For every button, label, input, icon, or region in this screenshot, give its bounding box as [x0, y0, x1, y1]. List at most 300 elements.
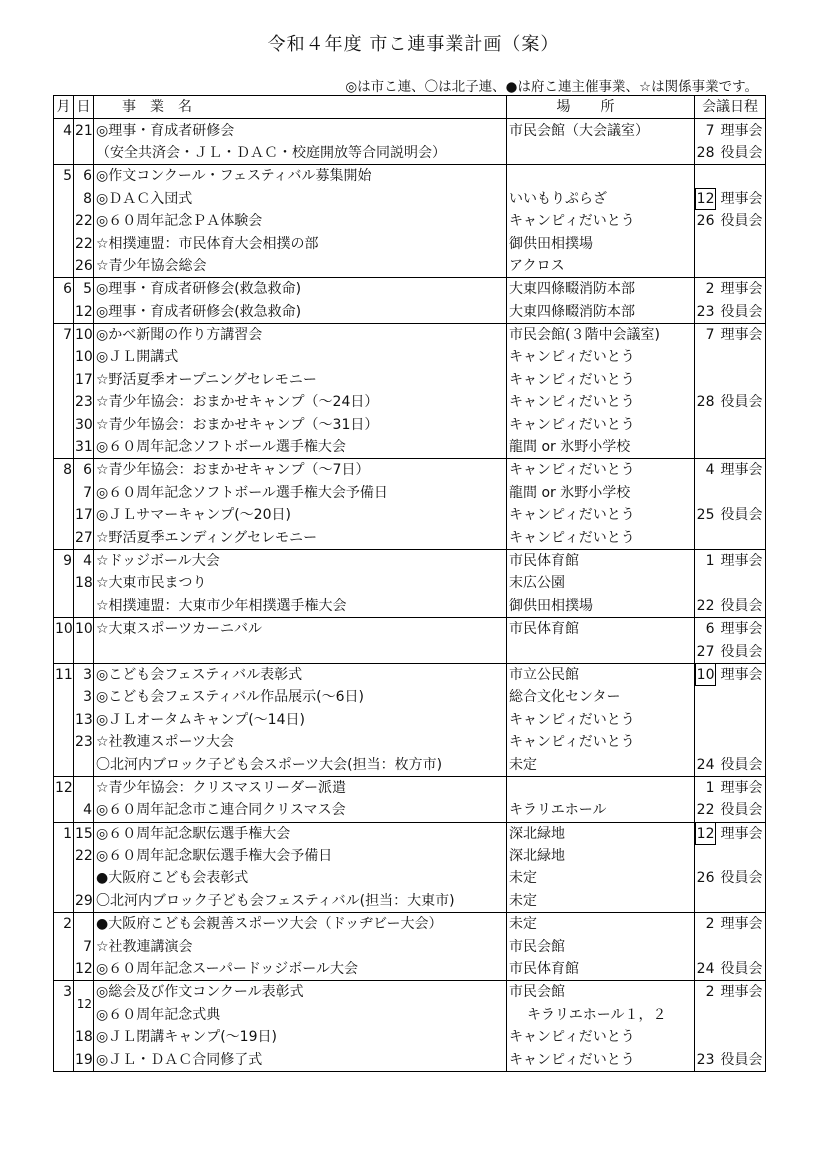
- header-meeting: 会議日程: [695, 96, 766, 119]
- table-row: [54, 369, 766, 391]
- event-cell: ●大阪府こども会表彰式: [94, 867, 507, 889]
- meeting-type-cell: 役員会: [720, 303, 763, 320]
- table-row: [54, 867, 766, 889]
- place-cell: [507, 142, 695, 165]
- day-cell: 10: [74, 617, 94, 640]
- table-row: [54, 640, 766, 663]
- place-cell: [507, 776, 695, 799]
- event-cell: ◎６０周年記念駅伝選手権大会予備日: [94, 845, 507, 867]
- place-cell: 未定: [507, 913, 695, 936]
- table-row: [54, 822, 766, 845]
- table-row: [54, 142, 766, 165]
- meeting-date-cell: 12: [695, 822, 716, 845]
- event-cell: ☆野活夏季オープニングセレモニー: [94, 369, 507, 391]
- meeting-type-cell: [716, 731, 766, 753]
- event-cell: ◎６０周年記念ソフトボール選手権大会: [94, 436, 507, 459]
- day-cell: 4: [74, 799, 94, 822]
- place-cell: 龍間 or 氷野小学校: [507, 482, 695, 504]
- meeting-date-cell: 24: [696, 756, 715, 773]
- place-cell: 市民会館: [507, 981, 695, 1004]
- place-cell: 市民会館(３階中会議室): [507, 323, 695, 346]
- month-cell: 1: [54, 822, 74, 845]
- day-cell: 17: [74, 369, 94, 391]
- event-cell: ◎６０周年記念市こ連合同クリスマス会: [94, 799, 507, 822]
- meeting-type-cell: 役員会: [720, 756, 763, 773]
- day-cell: 6: [74, 459, 94, 482]
- meeting-type-cell: 理事会: [716, 822, 766, 845]
- place-cell: いいもりぷらざ: [507, 188, 695, 210]
- table-row: [54, 549, 766, 572]
- place-cell: 御供田相撲場: [507, 595, 695, 618]
- day-cell: 29: [74, 890, 94, 913]
- month-cell: 5: [54, 165, 74, 188]
- meeting-type-cell: 理事会: [716, 617, 766, 640]
- table-row: [54, 1004, 766, 1026]
- event-cell: ☆社教連講演会: [94, 935, 507, 957]
- place-cell: キラリエホール: [507, 799, 695, 822]
- table-row: [54, 188, 766, 210]
- event-cell: ◎作文コンクール・フェスティバル募集開始: [94, 165, 507, 188]
- month-cell: [54, 595, 74, 618]
- place-cell: 未定: [507, 867, 695, 889]
- event-cell: ☆大東市民まつり: [94, 572, 507, 594]
- page-title: 令和４年度 市こ連事業計画（案）: [267, 34, 560, 55]
- month-cell: [54, 731, 74, 753]
- day-cell: 23: [74, 731, 94, 753]
- month-cell: 8: [54, 459, 74, 482]
- month-cell: 12: [54, 776, 74, 799]
- event-cell: ◎ＪＬオータムキャンプ(～14日): [94, 709, 507, 731]
- table-row: [54, 119, 766, 142]
- day-cell: [74, 595, 94, 618]
- month-cell: [54, 255, 74, 278]
- month-cell: 6: [54, 278, 74, 301]
- month-cell: [54, 845, 74, 867]
- day-cell: 22: [74, 210, 94, 232]
- meeting-date-cell: 10: [695, 663, 716, 686]
- place-cell: 市民会館: [507, 935, 695, 957]
- table-row: [54, 709, 766, 731]
- meeting-type-cell: 役員会: [720, 643, 763, 660]
- table-row: [54, 255, 766, 278]
- month-cell: [54, 935, 74, 957]
- table-row: [54, 459, 766, 482]
- day-cell: 23: [74, 391, 94, 413]
- place-cell: 市民体育館: [507, 549, 695, 572]
- schedule-table: [53, 95, 766, 1072]
- month-cell: [54, 753, 74, 776]
- event-cell: ◎６０周年記念ソフトボール選手権大会予備日: [94, 482, 507, 504]
- event-cell: ☆相撲連盟：大東市少年相撲選手権大会: [94, 595, 507, 618]
- table-row: [54, 323, 766, 346]
- month-cell: [54, 1004, 74, 1026]
- place-cell: 市民体育館: [507, 958, 695, 981]
- table-row: [54, 346, 766, 368]
- event-cell: 〇北河内ブロック子ども会フェスティバル(担当：大東市): [94, 890, 507, 913]
- month-cell: [54, 640, 74, 663]
- table-row: [54, 617, 766, 640]
- day-cell: 18: [74, 1026, 94, 1048]
- table-row: [54, 482, 766, 504]
- day-cell: 8: [74, 188, 94, 210]
- table-row: [54, 776, 766, 799]
- event-cell: ☆社教連スポーツ大会: [94, 731, 507, 753]
- place-cell: キャンピィだいとう: [507, 459, 695, 482]
- meeting-type-cell: 理事会: [716, 119, 766, 142]
- meeting-date-cell: [695, 1026, 716, 1048]
- table-row: [54, 1048, 766, 1071]
- day-cell: 27: [74, 526, 94, 549]
- month-cell: [54, 890, 74, 913]
- place-cell: [507, 165, 695, 188]
- header-place: 場所: [507, 96, 695, 119]
- event-cell: 〇北河内ブロック子ども会スポーツ大会(担当：枚方市): [94, 753, 507, 776]
- month-cell: [54, 346, 74, 368]
- place-cell: 末広公園: [507, 572, 695, 594]
- event-cell: ◎総会及び作文コンクール表彰式: [94, 981, 507, 1004]
- meeting-date-cell: 23: [696, 303, 715, 320]
- header-row: [54, 96, 766, 119]
- place-cell: キラリエホール１，２: [507, 1004, 695, 1026]
- month-cell: [54, 526, 74, 549]
- meeting-date-cell: 1: [695, 776, 716, 799]
- event-cell: ☆野活夏季エンディングセレモニー: [94, 526, 507, 549]
- day-cell: [74, 913, 94, 936]
- meeting-type-cell: [716, 1026, 766, 1048]
- meeting-date-cell: 25: [696, 507, 715, 524]
- table-row: [54, 686, 766, 708]
- month-cell: 11: [54, 663, 74, 686]
- meeting-type-cell: 役員会: [720, 1051, 763, 1068]
- place-cell: 御供田相撲場: [507, 232, 695, 254]
- day-cell: 10: [74, 323, 94, 346]
- month-cell: 3: [54, 981, 74, 1004]
- day-cell: 7: [74, 935, 94, 957]
- event-cell: （安全共済会・ＪＬ・ＤＡＣ・校庭開放等合同説明会）: [94, 142, 507, 165]
- event-cell: ◎ＤＡＣ入団式: [94, 188, 507, 210]
- event-cell: ◎こども会フェスティバル作品展示(～6日): [94, 686, 507, 708]
- meeting-date-cell: 12: [695, 188, 716, 210]
- event-cell: ◎理事・育成者研修会: [94, 119, 507, 142]
- day-cell: [74, 776, 94, 799]
- event-cell: ◎かべ新聞の作り方講習会: [94, 323, 507, 346]
- table-row: [54, 663, 766, 686]
- day-cell: 6: [74, 165, 94, 188]
- meeting-date-cell: 2: [695, 981, 716, 1004]
- month-cell: 2: [54, 913, 74, 936]
- meeting-type-cell: [716, 346, 766, 368]
- meeting-type-cell: [716, 935, 766, 957]
- day-cell: 22: [74, 232, 94, 254]
- place-cell: 大東四條畷消防本部: [507, 301, 695, 324]
- meeting-type-cell: 理事会: [720, 190, 763, 207]
- table-row: [54, 913, 766, 936]
- meeting-type-cell: [716, 369, 766, 391]
- meeting-date-cell: 28: [696, 394, 715, 411]
- day-cell: 12: [74, 958, 94, 981]
- meeting-date-cell: 26: [696, 870, 715, 887]
- event-cell: ◎こども会フェスティバル表彰式: [94, 663, 507, 686]
- month-cell: [54, 686, 74, 708]
- meeting-type-cell: 役員会: [720, 507, 763, 524]
- place-cell: 市民会館（大会議室）: [507, 119, 695, 142]
- meeting-date-cell: 26: [696, 213, 715, 230]
- meeting-type-cell: [716, 1004, 766, 1026]
- meeting-date-cell: [695, 255, 716, 278]
- place-cell: キャンピィだいとう: [507, 731, 695, 753]
- month-cell: [54, 1048, 74, 1071]
- table-row: [54, 504, 766, 526]
- event-cell: ☆相撲連盟：市民体育大会相撲の部: [94, 232, 507, 254]
- table-row: [54, 526, 766, 549]
- meeting-date-cell: [695, 890, 716, 913]
- day-cell: 12: [74, 301, 94, 324]
- meeting-date-cell: 28: [696, 144, 715, 161]
- table-row: [54, 981, 766, 1004]
- table-row: [54, 391, 766, 413]
- meeting-date-cell: [695, 526, 716, 549]
- table-row: [54, 753, 766, 776]
- meeting-date-cell: [695, 232, 716, 254]
- month-cell: [54, 301, 74, 324]
- meeting-date-cell: 24: [696, 961, 715, 978]
- meeting-type-cell: 役員会: [720, 144, 763, 161]
- meeting-type-cell: [716, 890, 766, 913]
- meeting-type-cell: [716, 686, 766, 708]
- day-cell: 5: [74, 278, 94, 301]
- meeting-date-cell: 22: [696, 802, 715, 819]
- meeting-type-cell: 理事会: [716, 323, 766, 346]
- event-cell: ◎６０周年記念式典: [94, 1004, 507, 1026]
- meeting-type-cell: [716, 845, 766, 867]
- day-cell: 15: [74, 822, 94, 845]
- month-cell: 9: [54, 549, 74, 572]
- meeting-date-cell: [695, 346, 716, 368]
- meeting-type-cell: 理事会: [716, 278, 766, 301]
- place-cell: 総合文化センター: [507, 686, 695, 708]
- month-cell: [54, 504, 74, 526]
- month-cell: [54, 867, 74, 889]
- header-event: 事業名: [94, 96, 507, 119]
- legend-note: ◎は市こ連、〇は北子連、●は府こ連主催事業、☆は関係事業です。: [345, 79, 758, 95]
- meeting-type-cell: 役員会: [720, 961, 763, 978]
- meeting-date-cell: 2: [695, 913, 716, 936]
- place-cell: キャンピィだいとう: [507, 413, 695, 435]
- table-row: [54, 890, 766, 913]
- day-cell: 7: [74, 482, 94, 504]
- month-cell: [54, 210, 74, 232]
- day-cell: 18: [74, 572, 94, 594]
- day-cell: 12: [74, 981, 94, 1026]
- place-cell: 龍間 or 氷野小学校: [507, 436, 695, 459]
- place-cell: キャンピィだいとう: [507, 504, 695, 526]
- place-cell: 深北緑地: [507, 845, 695, 867]
- event-cell: ◎６０周年記念ＰＡ体験会: [94, 210, 507, 232]
- event-cell: ☆青少年協会：おまかせキャンプ（～7日）: [94, 459, 507, 482]
- meeting-type-cell: [716, 526, 766, 549]
- meeting-type-cell: 役員会: [720, 802, 763, 819]
- table-row: [54, 572, 766, 594]
- month-cell: [54, 188, 74, 210]
- place-cell: キャンピィだいとう: [507, 526, 695, 549]
- month-cell: [54, 482, 74, 504]
- place-cell: キャンピィだいとう: [507, 346, 695, 368]
- month-cell: [54, 572, 74, 594]
- meeting-date-cell: [695, 686, 716, 708]
- meeting-date-cell: 27: [696, 643, 715, 660]
- meeting-date-cell: [695, 709, 716, 731]
- meeting-type-cell: 理事会: [716, 776, 766, 799]
- meeting-type-cell: 理事会: [716, 981, 766, 1004]
- table-row: [54, 595, 766, 618]
- meeting-type-cell: 理事会: [716, 549, 766, 572]
- month-cell: [54, 709, 74, 731]
- table-row: [54, 799, 766, 822]
- meeting-type-cell: 役員会: [720, 394, 763, 411]
- meeting-date-cell: [695, 572, 716, 594]
- day-cell: 3: [74, 686, 94, 708]
- month-cell: [54, 1026, 74, 1048]
- event-cell: ☆ドッジボール大会: [94, 549, 507, 572]
- meeting-date-cell: 2: [695, 278, 716, 301]
- place-cell: 未定: [507, 753, 695, 776]
- place-cell: キャンピィだいとう: [507, 210, 695, 232]
- place-cell: [507, 640, 695, 663]
- place-cell: キャンピィだいとう: [507, 391, 695, 413]
- day-cell: 30: [74, 413, 94, 435]
- meeting-date-cell: [695, 165, 716, 188]
- day-cell: 10: [74, 346, 94, 368]
- meeting-date-cell: [695, 935, 716, 957]
- day-cell: [74, 867, 94, 889]
- month-cell: [54, 413, 74, 435]
- day-cell: 3: [74, 663, 94, 686]
- place-cell: 未定: [507, 890, 695, 913]
- event-cell: ◎ＪＬサマーキャンプ(～20日): [94, 504, 507, 526]
- month-cell: [54, 799, 74, 822]
- month-cell: [54, 369, 74, 391]
- table-row: [54, 413, 766, 435]
- event-cell: [94, 640, 507, 663]
- event-cell: ●大阪府こども会親善スポーツ大会（ドッヂビー大会）: [94, 913, 507, 936]
- event-cell: ◎理事・育成者研修会(救急救命): [94, 301, 507, 324]
- day-cell: 31: [74, 436, 94, 459]
- table-row: [54, 958, 766, 981]
- table-row: [54, 210, 766, 232]
- month-cell: [54, 436, 74, 459]
- meeting-date-cell: 7: [695, 323, 716, 346]
- table-row: [54, 278, 766, 301]
- meeting-date-cell: 23: [696, 1051, 715, 1068]
- event-cell: ☆青少年協会：クリスマスリーダー派遣: [94, 776, 507, 799]
- meeting-type-cell: [716, 413, 766, 435]
- day-cell: 21: [74, 119, 94, 142]
- event-cell: ◎ＪＬ閉講キャンプ(～19日): [94, 1026, 507, 1048]
- meeting-type-cell: 理事会: [716, 663, 766, 686]
- month-cell: 7: [54, 323, 74, 346]
- table-row: [54, 436, 766, 459]
- place-cell: 市立公民館: [507, 663, 695, 686]
- meeting-date-cell: 7: [695, 119, 716, 142]
- meeting-type-cell: [716, 482, 766, 504]
- meeting-date-cell: [695, 731, 716, 753]
- place-cell: 大東四條畷消防本部: [507, 278, 695, 301]
- event-cell: ◎ＪＬ開講式: [94, 346, 507, 368]
- table-row: [54, 165, 766, 188]
- day-cell: [74, 640, 94, 663]
- event-cell: ☆青少年協会：おまかせキャンプ（～31日）: [94, 413, 507, 435]
- table-row: [54, 935, 766, 957]
- month-cell: [54, 958, 74, 981]
- table-row: [54, 731, 766, 753]
- meeting-date-cell: [695, 482, 716, 504]
- meeting-date-cell: [695, 1004, 716, 1026]
- day-cell: [74, 142, 94, 165]
- header-day: 日: [74, 96, 94, 119]
- meeting-type-cell: 役員会: [720, 597, 763, 614]
- meeting-type-cell: 理事会: [716, 459, 766, 482]
- table-row: [54, 232, 766, 254]
- event-cell: ☆青少年協会総会: [94, 255, 507, 278]
- table-row: [54, 845, 766, 867]
- month-cell: 4: [54, 119, 74, 142]
- meeting-type-cell: [716, 232, 766, 254]
- event-cell: ◎６０周年記念駅伝選手権大会: [94, 822, 507, 845]
- month-cell: 10: [54, 617, 74, 640]
- meeting-date-cell: [695, 436, 716, 459]
- meeting-date-cell: 1: [695, 549, 716, 572]
- month-cell: [54, 232, 74, 254]
- day-cell: 26: [74, 255, 94, 278]
- meeting-type-cell: [716, 255, 766, 278]
- day-cell: 4: [74, 549, 94, 572]
- meeting-date-cell: [695, 369, 716, 391]
- place-cell: 市民体育館: [507, 617, 695, 640]
- place-cell: キャンピィだいとう: [507, 1026, 695, 1048]
- day-cell: 17: [74, 504, 94, 526]
- day-cell: 13: [74, 709, 94, 731]
- day-cell: 22: [74, 845, 94, 867]
- day-cell: [74, 753, 94, 776]
- meeting-type-cell: [716, 709, 766, 731]
- table-row: [54, 301, 766, 324]
- place-cell: キャンピィだいとう: [507, 369, 695, 391]
- meeting-date-cell: [695, 413, 716, 435]
- place-cell: キャンピィだいとう: [507, 1048, 695, 1071]
- meeting-type-cell: [716, 436, 766, 459]
- meeting-type-cell: 役員会: [720, 213, 763, 230]
- event-cell: ☆青少年協会：おまかせキャンプ（～24日）: [94, 391, 507, 413]
- table-row: [54, 1026, 766, 1048]
- day-cell: 19: [74, 1048, 94, 1071]
- meeting-type-cell: 役員会: [720, 870, 763, 887]
- month-cell: [54, 391, 74, 413]
- meeting-type-cell: [716, 572, 766, 594]
- event-cell: ◎ＪＬ・ＤＡＣ合同修了式: [94, 1048, 507, 1071]
- place-cell: アクロス: [507, 255, 695, 278]
- meeting-date-cell: 22: [696, 597, 715, 614]
- header-month: 月: [54, 96, 74, 119]
- event-cell: ☆大東スポーツカーニバル: [94, 617, 507, 640]
- place-cell: キャンピィだいとう: [507, 709, 695, 731]
- place-cell: 深北緑地: [507, 822, 695, 845]
- meeting-date-cell: 4: [695, 459, 716, 482]
- meeting-type-cell: [716, 165, 766, 188]
- event-cell: ◎理事・育成者研修会(救急救命): [94, 278, 507, 301]
- meeting-date-cell: [695, 845, 716, 867]
- meeting-type-cell: 理事会: [716, 913, 766, 936]
- meeting-date-cell: 6: [695, 617, 716, 640]
